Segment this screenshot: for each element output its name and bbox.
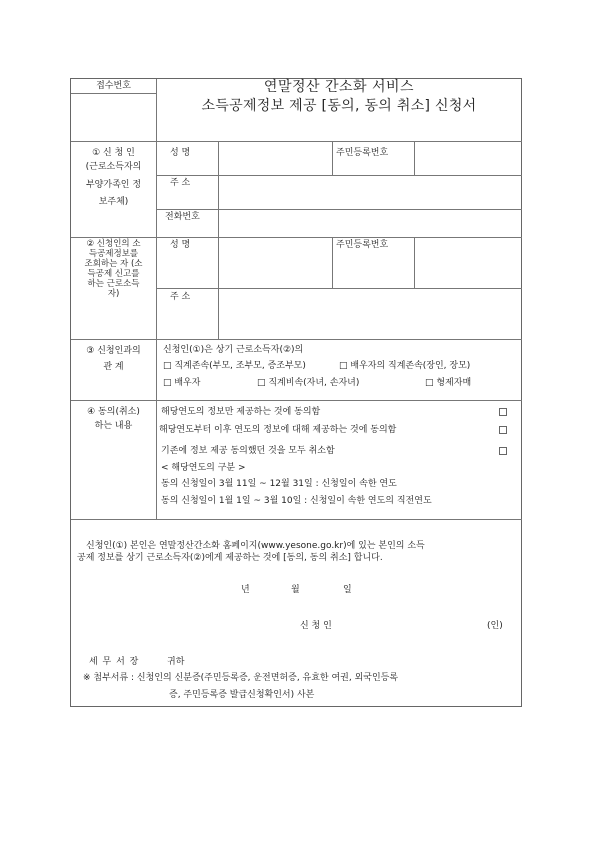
section1-rrn-label: 주민등록번호	[336, 148, 389, 158]
divider	[71, 237, 522, 238]
divider	[332, 141, 333, 175]
consent-option-cancel-all: 기존에 정보 제공 동의했던 것을 모두 취소함	[161, 446, 335, 456]
attachment-line2: 증, 주민등록증 발급신청확인서) 사본	[169, 690, 315, 700]
relationship-option-spouse-ascendant[interactable]: □ 배우자의 직계존속(장인, 장모)	[339, 361, 471, 371]
seal-label: (인)	[487, 621, 503, 631]
addressee-suffix: 귀하	[167, 657, 185, 667]
section1-phone-label: 전화번호	[165, 212, 200, 222]
section4-label-line: ④ 동의(취소)	[87, 407, 140, 417]
section1-label-line: 부양가족인 정	[85, 180, 142, 190]
date-year-label: 년	[241, 585, 250, 595]
section2-label-line: 자)	[107, 289, 120, 299]
declaration-line1: 신청인(①) 본인은 연말정산간소화 홈페이지(www.yesone.go.kr)에 있는 본인의 소득	[86, 541, 425, 551]
section4-label-line: 하는 내용	[94, 421, 133, 431]
section2-label-line: 하는 근로소득	[87, 279, 140, 289]
consent-option-future-years: 해당연도부터 이후 연도의 정보에 대해 제공하는 것에 동의함	[159, 425, 397, 435]
divider	[71, 519, 522, 520]
consent-option-current-year: 해당연도의 정보만 제공하는 것에 동의함	[161, 407, 321, 417]
divider	[156, 175, 522, 176]
consent-checkbox-cancel-all[interactable]	[499, 447, 507, 455]
divider	[156, 141, 157, 519]
section1-label-line: (근로소득자의	[85, 162, 142, 172]
addressee-tax-office: 세 무 서 장	[89, 657, 140, 667]
divider	[156, 288, 522, 289]
year-definition-line: 동의 신청일이 1월 1일 ~ 3월 10일 : 신청일이 속한 연도의 직전연도	[161, 496, 432, 506]
section1-label-line: 보주체)	[98, 197, 129, 207]
divider	[414, 237, 415, 288]
section2-label-line: ② 신청인의 소	[86, 239, 141, 249]
consent-checkbox-future-years[interactable]	[499, 426, 507, 434]
form-title-line2: 소득공제정보 제공 [동의, 동의 취소] 신청서	[201, 98, 477, 114]
form-title-line1: 연말정산 간소화 서비스	[263, 79, 415, 95]
section1-label-line: ① 신 청 인	[92, 148, 135, 158]
application-form	[70, 78, 522, 707]
consent-checkbox-current-year[interactable]	[499, 408, 507, 416]
attachment-line1: ※ 첨부서류 : 신청인의 신분증(주민등록증, 운전면허증, 유효한 여권, 외국인등록	[83, 673, 399, 683]
section1-name-label: 성 명	[170, 148, 191, 158]
section2-name-label: 성 명	[170, 240, 191, 250]
year-definition-line: 동의 신청일이 3월 11일 ~ 12월 31일 : 신청일이 속한 연도	[161, 479, 397, 489]
relationship-intro: 신청인(①)은 상기 근로소득자(②)의	[163, 345, 304, 355]
section2-label-line: 조회하는 자 (소	[84, 259, 143, 269]
section1-address-label: 주 소	[170, 178, 191, 188]
relationship-option-spouse[interactable]: □ 배우자	[163, 378, 201, 388]
date-month-label: 월	[291, 585, 300, 595]
relationship-option-lineal-descendant[interactable]: □ 직계비속(자녀, 손자녀)	[257, 378, 360, 388]
divider	[71, 400, 522, 401]
date-day-label: 일	[343, 585, 352, 595]
divider	[414, 141, 415, 175]
section2-address-label: 주 소	[170, 292, 191, 302]
divider	[71, 93, 156, 94]
year-definition-title: < 해당연도의 구분 >	[161, 463, 246, 473]
section2-label-line: 득공제 신고를	[87, 269, 140, 279]
applicant-signature-label: 신 청 인	[300, 621, 332, 631]
receipt-number-label: 접수번호	[96, 81, 131, 91]
relationship-option-lineal-ascendant[interactable]: □ 직계존속(부모, 조부모, 증조부모)	[163, 361, 306, 371]
declaration-line2: 공제 정보를 상기 근로소득자(②)에게 제공하는 것에 [동의, 동의 취소] 합니다.	[77, 553, 383, 563]
divider	[218, 141, 219, 339]
section3-label-line: 관 계	[103, 362, 124, 372]
divider	[71, 339, 522, 340]
section2-label-line: 득공제정보를	[88, 249, 139, 259]
relationship-option-siblings[interactable]: □ 형제자매	[425, 378, 472, 388]
section2-rrn-label: 주민등록번호	[336, 240, 389, 250]
divider	[156, 209, 522, 210]
divider	[332, 237, 333, 288]
divider	[71, 141, 522, 142]
section3-label-line: ③ 신청인과의	[86, 346, 141, 356]
